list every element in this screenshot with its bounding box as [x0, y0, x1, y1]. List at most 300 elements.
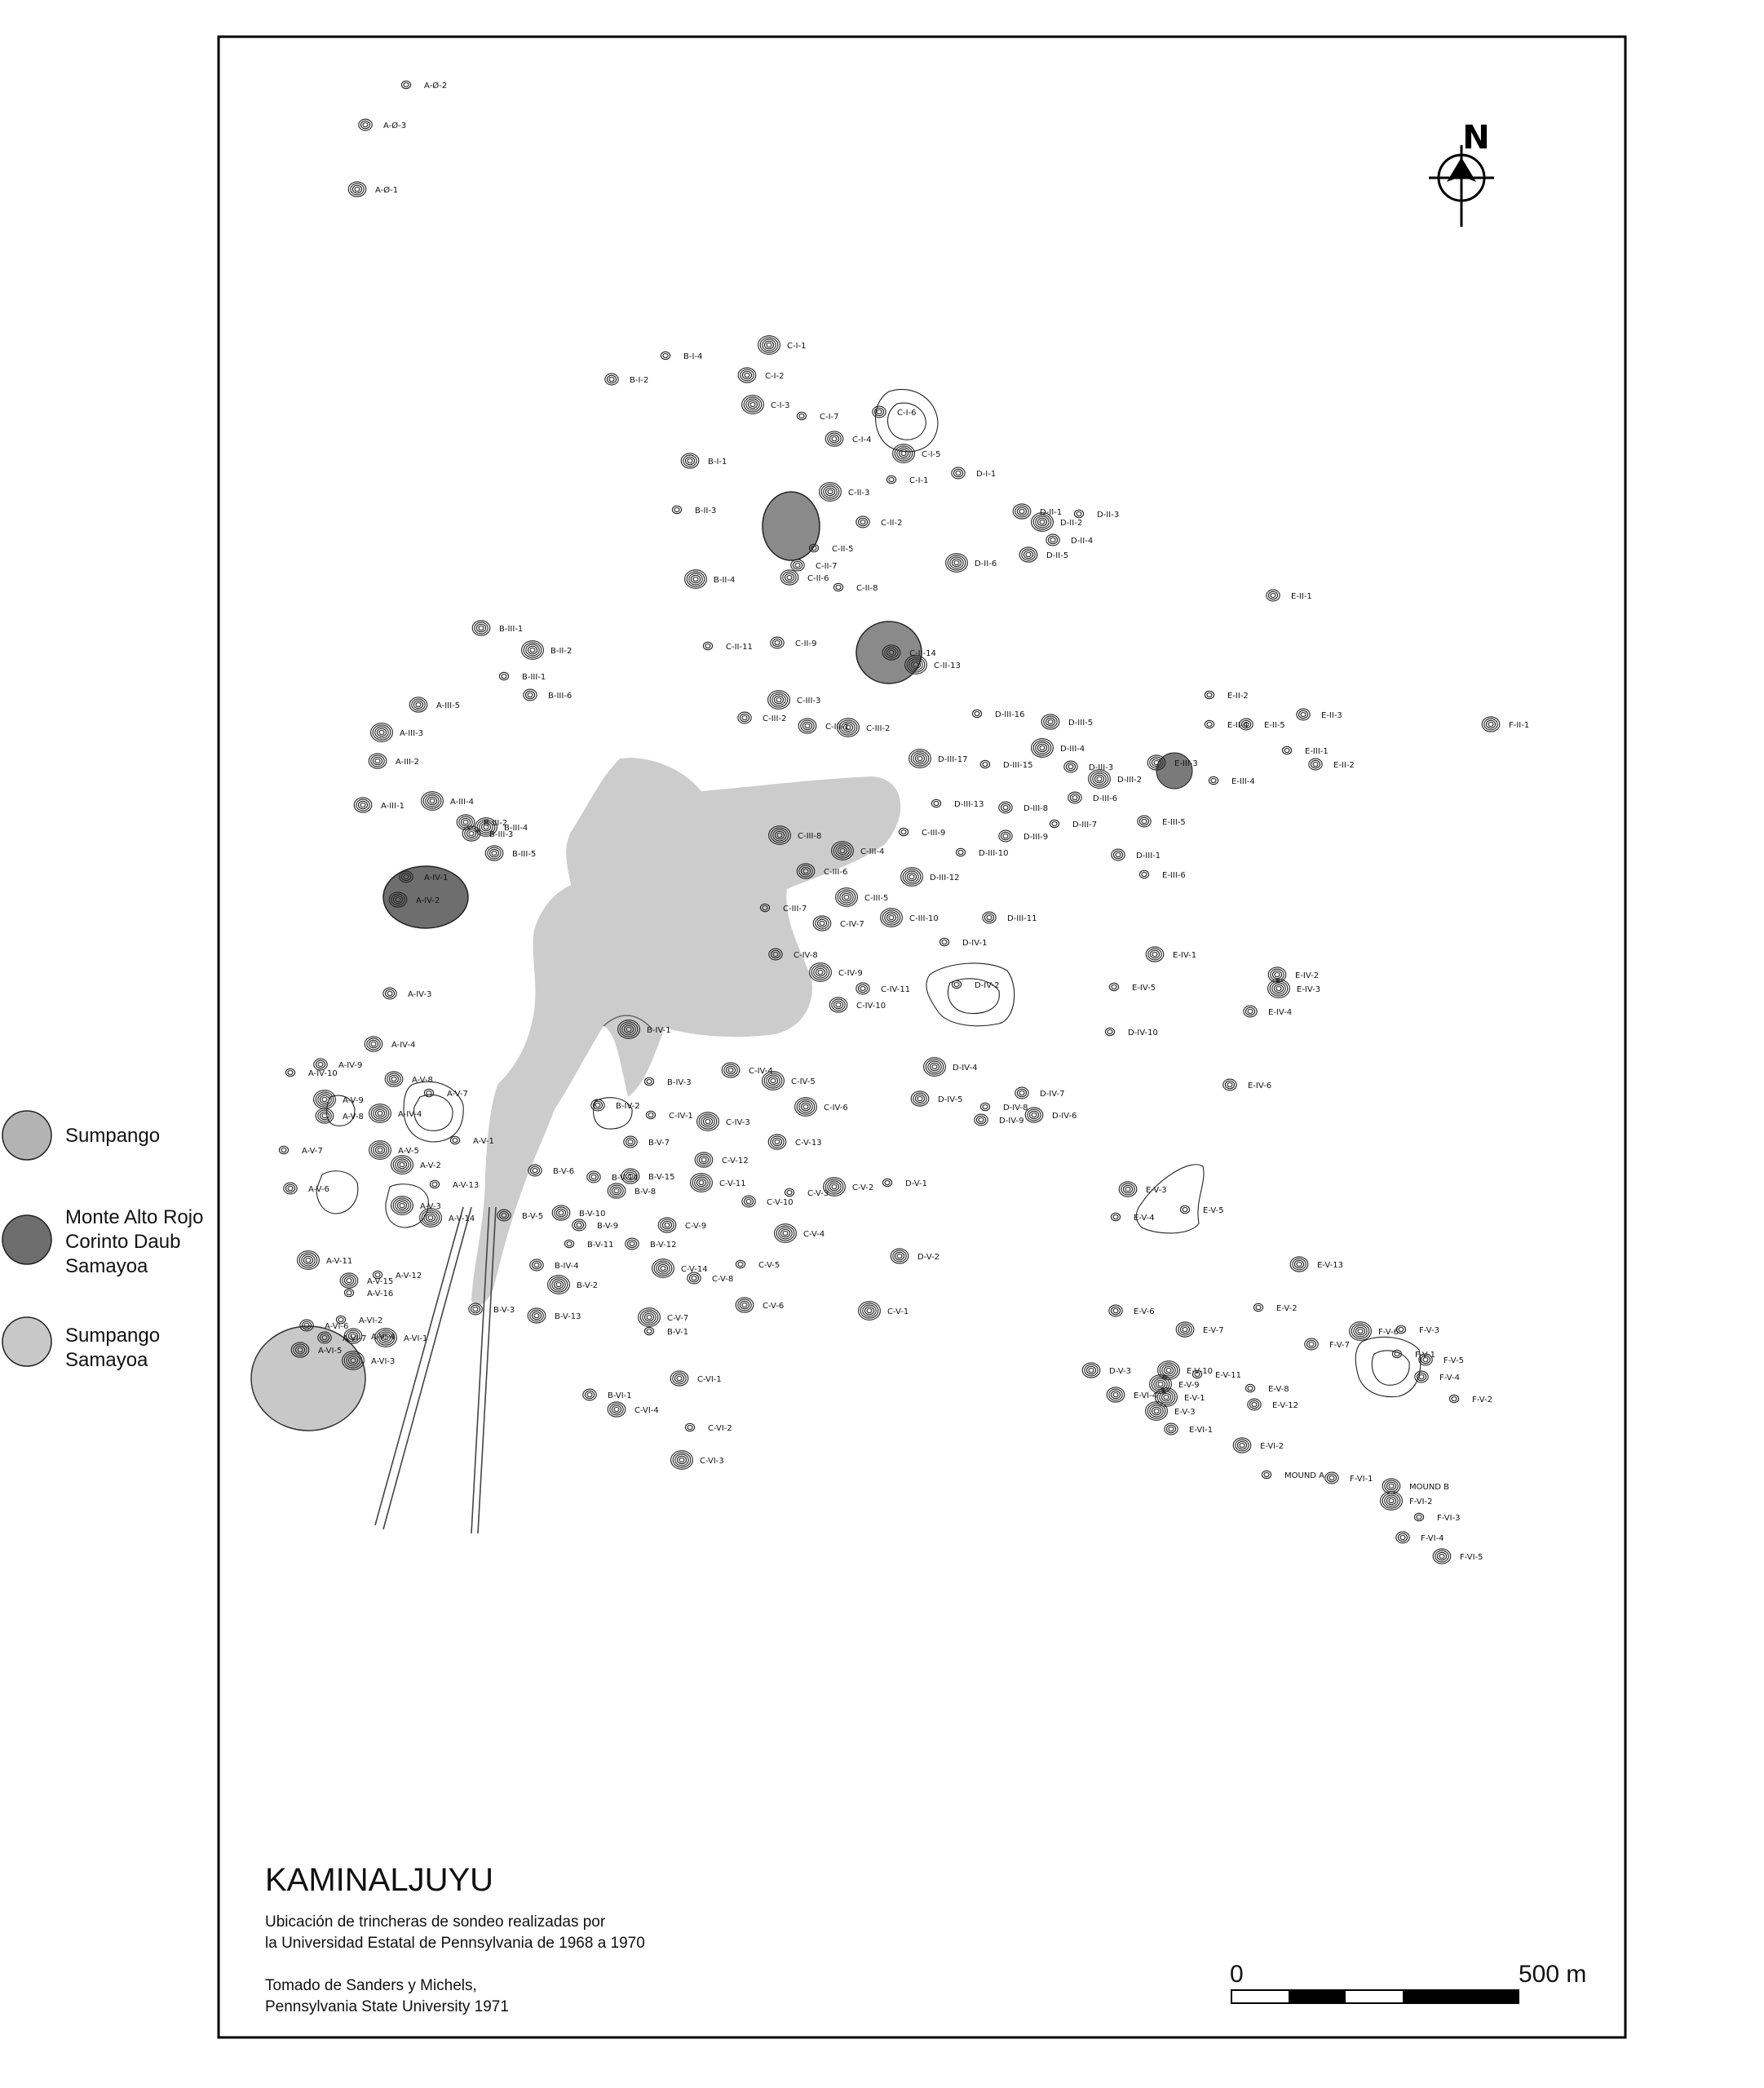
mound-label: A-V-8 [412, 1076, 433, 1085]
mound-contour [661, 352, 670, 359]
mound-label: C-IV-1 [669, 1112, 693, 1121]
mound-contour [1165, 1423, 1178, 1435]
legend-label-sumpango-samayoa-2: Samayoa [65, 1349, 148, 1371]
mound-contour [886, 476, 895, 483]
mound-label: C-IV-7 [840, 920, 864, 929]
mound-contour [1082, 1363, 1100, 1378]
mound-contour [284, 1183, 297, 1194]
mound-contour [354, 798, 372, 812]
mound-label: C-V-14 [681, 1265, 708, 1274]
mound-contour [722, 1063, 740, 1077]
mound-label: C-IV-3 [726, 1118, 750, 1127]
mound-contour [1015, 1087, 1028, 1099]
north-arrow [1429, 145, 1494, 227]
legend-label-monte-alto-2: Corinto Daub [65, 1231, 181, 1253]
mound-contour [359, 119, 372, 130]
mound-label: A-V-11 [326, 1257, 353, 1266]
mound-contour [946, 554, 968, 573]
mound-contour [980, 760, 989, 768]
mound-label: B-I-1 [708, 458, 727, 467]
mound-label: B-V-13 [555, 1312, 581, 1321]
mound-label: C-VI-4 [634, 1406, 659, 1415]
mound-contour [644, 1077, 653, 1085]
mound-contour [285, 1068, 294, 1076]
mound-contour [856, 983, 869, 994]
mound-contour [314, 1059, 327, 1070]
mound-contour [1267, 590, 1280, 601]
mound-contour [703, 642, 712, 649]
mound-label: A-V-13 [453, 1181, 480, 1190]
mound-label: B-V-14 [612, 1174, 639, 1183]
mound-label: D-V-3 [1109, 1367, 1131, 1376]
mound-label: A-IV-10 [308, 1069, 338, 1078]
mound-label: B-V-6 [553, 1167, 575, 1176]
mound-contour [469, 1303, 482, 1315]
mound-contour [810, 963, 832, 982]
mound-label: E-V-2 [1276, 1304, 1298, 1313]
mound-label: C-I-6 [897, 409, 917, 418]
mound-label: F-V-5 [1443, 1356, 1464, 1365]
mound-label: C-V-4 [803, 1230, 825, 1239]
mound-label: C-II-7 [816, 562, 838, 571]
mound-label: E-V-5 [1203, 1206, 1224, 1215]
mound-label: E-II-5 [1264, 721, 1285, 730]
mound-contour [1282, 746, 1291, 754]
mound-contour [279, 1146, 288, 1153]
mound-contour [1433, 1549, 1451, 1564]
mound-contour [1019, 547, 1037, 562]
scale-start-label: 0 [1230, 1961, 1244, 1988]
mound-contour [825, 431, 843, 446]
mound-contour [999, 830, 1012, 842]
mound-label: B-IV-1 [647, 1026, 671, 1035]
mound-contour [891, 1249, 909, 1263]
mound-label: E-V-3 [1174, 1408, 1196, 1417]
mound-label: D-I-1 [976, 470, 997, 479]
mound-label: C-I-3 [771, 401, 790, 410]
mound-label: E-V-12 [1272, 1401, 1298, 1410]
mound-contour [924, 1058, 946, 1077]
mound-contour [522, 641, 544, 660]
mound-contour [1205, 691, 1214, 698]
mound-label: F-II-1 [1509, 721, 1530, 730]
mound-contour [1396, 1532, 1409, 1543]
mound-contour [1064, 761, 1077, 772]
map-frame [219, 37, 1625, 2037]
mound-contour [1244, 1006, 1257, 1017]
mound-label: B-III-6 [548, 692, 573, 701]
mound-label: D-III-10 [979, 849, 1009, 858]
mound-label: A-VI-6 [325, 1322, 349, 1331]
mound-contour [583, 1389, 596, 1400]
mound-contour [1041, 714, 1059, 729]
mound-contour [587, 1171, 600, 1183]
mound-label: A-VI-2 [359, 1316, 383, 1325]
mound-label: B-V-15 [648, 1173, 675, 1182]
mound-label: B-V-5 [522, 1212, 544, 1221]
mound-label: A-III-2 [396, 758, 420, 767]
mound-label: F-VI-4 [1421, 1534, 1444, 1543]
mound-label: B-IV-2 [616, 1102, 640, 1111]
mound-contour [1105, 1028, 1114, 1035]
mound-contour [485, 846, 503, 860]
mound-label: D-III-7 [1072, 821, 1098, 829]
mound-label: A-V-14 [449, 1214, 475, 1223]
mound-contour [652, 1259, 674, 1278]
mound-contour [671, 1451, 693, 1470]
mound-label: C-III-8 [798, 832, 822, 841]
mound-contour [893, 445, 915, 463]
mound-label: F-V-7 [1329, 1341, 1350, 1350]
mound-label: E-III-3 [1174, 759, 1198, 768]
scale-end-label: 500 m [1519, 1961, 1587, 1988]
mound-label: B-II-4 [714, 576, 736, 585]
mound-label: B-II-2 [550, 647, 573, 656]
mound-label: E-III-5 [1162, 818, 1186, 827]
mound-contour [1415, 1371, 1428, 1382]
mound-labels [302, 81, 1529, 1562]
mound-label: D-II-4 [1071, 537, 1094, 546]
mound-label: A-V-8 [343, 1113, 364, 1121]
mound-contour [672, 506, 681, 513]
mound-label: F-V-3 [1419, 1326, 1439, 1335]
mound-label: D-IV-10 [1128, 1029, 1158, 1037]
mound-contour [369, 754, 387, 768]
mound-label: E-IV-6 [1248, 1082, 1272, 1090]
mound-label: B-IV-4 [555, 1262, 579, 1271]
mound-contour [626, 1238, 639, 1250]
mound-label: C-I-4 [852, 436, 872, 445]
mound-label: C-VI-3 [700, 1457, 724, 1466]
mound-label: C-III-7 [783, 905, 807, 914]
mound-contour [644, 1327, 653, 1334]
mound-label: B-V-1 [667, 1328, 689, 1337]
mound-label: E-II-4 [1227, 721, 1249, 730]
mound-contour [1089, 770, 1111, 789]
mound-label: A-V-7 [302, 1147, 323, 1156]
mound-contour [1350, 1322, 1372, 1341]
mound-label: A-III-5 [436, 701, 461, 710]
mound-contour [1381, 1492, 1403, 1511]
mound-label: D-II-3 [1097, 511, 1120, 520]
mound-label: A-IV-9 [338, 1061, 363, 1070]
mound-label: D-III-12 [930, 874, 960, 883]
mound-contour [1223, 1079, 1236, 1090]
mound-label: C-III-9 [922, 829, 946, 838]
mound-label: C-I-1 [787, 342, 807, 351]
mound-label: A-V-15 [367, 1277, 394, 1286]
mound-label: A-IV-4 [391, 1041, 416, 1050]
mound-contour [1107, 1387, 1125, 1402]
mound-contour [383, 988, 396, 999]
mound-label: E-V-6 [1134, 1307, 1155, 1316]
mound-label: D-II-1 [1040, 508, 1063, 517]
mound-label: E-IV-5 [1132, 984, 1156, 993]
mound-label: A-Ø-1 [375, 186, 399, 195]
mound-contour [300, 1320, 313, 1331]
mound-contour [999, 802, 1012, 813]
mound-label: D-III-8 [1023, 804, 1049, 813]
mound-label: E-II-3 [1321, 711, 1342, 720]
mound-label: A-IV-1 [424, 874, 449, 883]
mound-label: C-V-10 [767, 1198, 794, 1207]
mound-contour [499, 672, 508, 679]
mound-label: A-V-12 [396, 1272, 422, 1281]
mound-label: C-II-9 [795, 639, 817, 648]
mound-label: C-I-5 [922, 450, 941, 459]
mound-contour [685, 570, 707, 589]
mound-contour [881, 909, 903, 927]
mound-label: B-I-4 [683, 352, 703, 361]
mound-label: C-II-6 [807, 574, 829, 583]
mound-label: D-III-11 [1007, 914, 1037, 923]
mound-contour [1233, 1438, 1251, 1453]
mound-contour [859, 1302, 881, 1320]
mound-contour [1180, 1205, 1189, 1213]
mound-contour [1074, 510, 1083, 517]
mound-label: E-VI-4 [1134, 1391, 1158, 1400]
mound-contour [424, 1089, 433, 1096]
mound-contour [639, 1308, 661, 1327]
mound-label: F-VI-3 [1437, 1514, 1461, 1523]
mound-contour [1111, 1213, 1120, 1220]
mound-label: C-III-4 [860, 847, 885, 856]
mound-label: A-VI-1 [404, 1334, 428, 1343]
mound-label: F-V-1 [1415, 1351, 1435, 1360]
mound-contour [952, 467, 965, 479]
mound-label: B-II-3 [695, 507, 717, 515]
mound-label: F-V-4 [1439, 1374, 1460, 1382]
mound-label: C-III-10 [909, 914, 939, 923]
mound-label: C-V-2 [852, 1183, 874, 1192]
legend-label-monte-alto-3: Samayoa [65, 1255, 148, 1277]
legend-label-sumpango-samayoa-1: Sumpango [65, 1325, 161, 1347]
mound-contour [1109, 983, 1118, 990]
mound-label: A-III-1 [381, 802, 405, 811]
legend-swatch-monte-alto [2, 1215, 51, 1264]
mound-contour [409, 697, 427, 712]
highlight-area-c-ii-3 [763, 492, 820, 560]
mound-label: D-IV-7 [1040, 1090, 1065, 1099]
mound-contour [758, 336, 780, 355]
mound-label: E-V-3 [1146, 1186, 1167, 1195]
mound-label: D-V-1 [905, 1179, 927, 1188]
mound-label: D-III-5 [1068, 719, 1094, 728]
mound-contour [528, 1165, 542, 1176]
mound-label: C-III-5 [864, 894, 889, 903]
mound-label: B-V-10 [579, 1210, 606, 1219]
mound-contour [736, 1260, 745, 1267]
mound-label: C-IV-5 [791, 1077, 816, 1086]
mound-contour [573, 1219, 586, 1231]
mound-label: B-V-11 [587, 1241, 614, 1250]
source-line-1: Tomado de Sanders y Michels, [265, 1977, 477, 1994]
mound-contour [646, 1111, 655, 1118]
mound-contour [833, 583, 842, 591]
mound-label: E-IV-3 [1297, 985, 1321, 994]
legend [2, 1111, 203, 1371]
mound-label: C-II-2 [881, 519, 903, 528]
mound-contour [608, 1183, 626, 1198]
mound-contour [768, 691, 790, 710]
mound-label: A-V-3 [420, 1202, 441, 1211]
mound-contour [785, 1188, 794, 1196]
mound-contour [624, 1136, 637, 1148]
mound-contour [344, 1289, 353, 1296]
mound-label: B-III-1 [522, 673, 546, 682]
mound-label: E-V-9 [1178, 1381, 1200, 1390]
mound-contour [797, 412, 806, 419]
mound-label: C-V-9 [685, 1222, 707, 1231]
mound-contour [798, 719, 816, 733]
mound-contour [365, 1037, 382, 1051]
mound-contour [1068, 792, 1081, 803]
mound-label: D-IV-2 [975, 981, 1000, 990]
mound-label: C-III-1 [825, 723, 850, 732]
mound-label: D-III-1 [1136, 852, 1161, 860]
mound-label: B-VI-1 [608, 1391, 632, 1400]
mound-label: B-V-7 [648, 1139, 670, 1148]
mound-contour [457, 815, 475, 829]
mound-label: A-VI-5 [318, 1347, 343, 1356]
mound-contour [820, 483, 842, 502]
mound-contour [691, 1174, 713, 1192]
mound-label: A-V-7 [447, 1090, 468, 1099]
mound-contour [1449, 1395, 1458, 1402]
source-line-2: Pennsylvania State University 1971 [265, 1998, 509, 2015]
mound-contour [1245, 1384, 1254, 1391]
mound-label: D-III-15 [1003, 761, 1033, 770]
mound-contour [369, 1104, 391, 1123]
mound-label: C-V-13 [795, 1139, 822, 1148]
mound-contour [775, 1224, 797, 1243]
legend-label-sumpango: Sumpango [65, 1125, 161, 1147]
mound-contour [658, 1218, 676, 1232]
mound-label: E-V-13 [1317, 1261, 1343, 1270]
mound-label: E-V-11 [1215, 1371, 1241, 1380]
mound-label: C-IV-9 [838, 969, 863, 978]
mound-label: A-IV-2 [416, 896, 440, 905]
mound-label: C-IV-6 [824, 1104, 848, 1113]
mound-label: E-III-6 [1162, 871, 1186, 880]
mound-label: A-VI-7 [343, 1334, 367, 1343]
mound-contour [738, 368, 756, 383]
mound-contour [314, 1090, 336, 1109]
mound-label: C-I-1 [909, 476, 929, 485]
mound-label: MOUND B [1409, 1483, 1450, 1492]
mound-label: E-III-4 [1231, 777, 1255, 786]
mound-contour [836, 888, 858, 907]
mound-label: C-IV-4 [749, 1067, 773, 1076]
mound-label: B-V-3 [493, 1306, 515, 1315]
mound-label: D-II-6 [975, 560, 997, 568]
mound-contour [670, 1371, 688, 1386]
mound-label: A-V-2 [420, 1161, 441, 1170]
mound-contour [980, 1103, 989, 1110]
mound-label: C-VI-2 [708, 1424, 732, 1433]
mound-label: MOUND A [1284, 1471, 1325, 1480]
mound-contour [348, 182, 366, 197]
mound-contour [956, 848, 965, 856]
mound-label: C-II-8 [856, 584, 878, 593]
mound-contour [911, 1091, 929, 1106]
mound-label: E-VI-1 [1189, 1426, 1214, 1435]
mound-label: B-III-1 [499, 625, 524, 634]
mound-label: D-III-13 [954, 800, 984, 809]
mound-contour [736, 1298, 754, 1312]
mound-contour [1297, 709, 1310, 720]
mound-label: C-III-3 [797, 697, 821, 706]
mound-contour [298, 1251, 320, 1270]
mound-contour [813, 916, 831, 931]
mound-label: C-III-6 [824, 868, 848, 877]
mound-contour [1262, 1471, 1271, 1478]
mound-contour [420, 1209, 442, 1228]
mound-label: F-VI-1 [1350, 1475, 1373, 1484]
mound-label: C-V-7 [667, 1314, 689, 1323]
mound-label: C-III-2 [866, 724, 891, 733]
mound-contour [983, 912, 996, 923]
mound-contour [591, 1099, 604, 1111]
mound-label: B-V-8 [634, 1188, 657, 1197]
mound-label: F-VI-2 [1409, 1497, 1433, 1506]
mound-label: E-III-1 [1305, 747, 1329, 756]
mound-label: D-III-3 [1089, 763, 1114, 772]
mound-label: D-III-17 [938, 755, 968, 764]
mound-label: B-IV-3 [667, 1078, 692, 1087]
mound-contour [687, 1272, 701, 1284]
mound-contour [899, 828, 908, 835]
mound-label: C-I-7 [820, 413, 839, 422]
mound-contour [1032, 739, 1054, 758]
mound-label: C-IV-8 [794, 951, 818, 960]
mound-label: C-II-11 [726, 643, 753, 652]
mound-label: A-Ø-2 [424, 82, 448, 91]
mound-contour [401, 81, 410, 88]
mound-contour [605, 374, 618, 385]
mound-contour [909, 750, 931, 768]
mound-label: B-III-2 [484, 819, 508, 828]
mound-contour [1046, 534, 1059, 546]
mound-label: B-V-2 [577, 1281, 599, 1290]
mound-label: A-V-6 [308, 1185, 329, 1194]
mound-contour [1146, 947, 1164, 962]
mound-contour [931, 799, 940, 807]
scale-bar [1231, 1990, 1519, 2003]
mound-label: A-III-4 [450, 798, 475, 807]
mound-label: C-IV-10 [856, 1002, 886, 1011]
mound-contour [524, 689, 537, 701]
mound-label: C-IV-11 [881, 985, 911, 994]
mound-label: A-V-16 [367, 1290, 394, 1298]
subtitle-line-2: la Universidad Estatal de Pennsylvania de 1968 a 1970 [265, 1935, 645, 1952]
mound-contour [371, 723, 393, 742]
mound-contour [975, 1114, 988, 1126]
mound-contour [952, 980, 961, 988]
mound-contour [430, 1180, 439, 1188]
mound-label: C-II-14 [909, 649, 936, 658]
mound-label: C-V-11 [719, 1179, 746, 1188]
mound-label: A-III-3 [400, 729, 424, 738]
subtitle-line-1: Ubicación de trincheras de sondeo realizadas por [265, 1913, 606, 1931]
map-title: KAMINALJUYU [265, 1862, 494, 1898]
mound-contour [1050, 820, 1059, 827]
mound-contour [385, 1072, 403, 1086]
mound-label: E-V-10 [1187, 1367, 1213, 1376]
mound-contour [1112, 849, 1125, 860]
mound-contour [1305, 1338, 1318, 1350]
mound-label: B-V-12 [650, 1241, 677, 1250]
